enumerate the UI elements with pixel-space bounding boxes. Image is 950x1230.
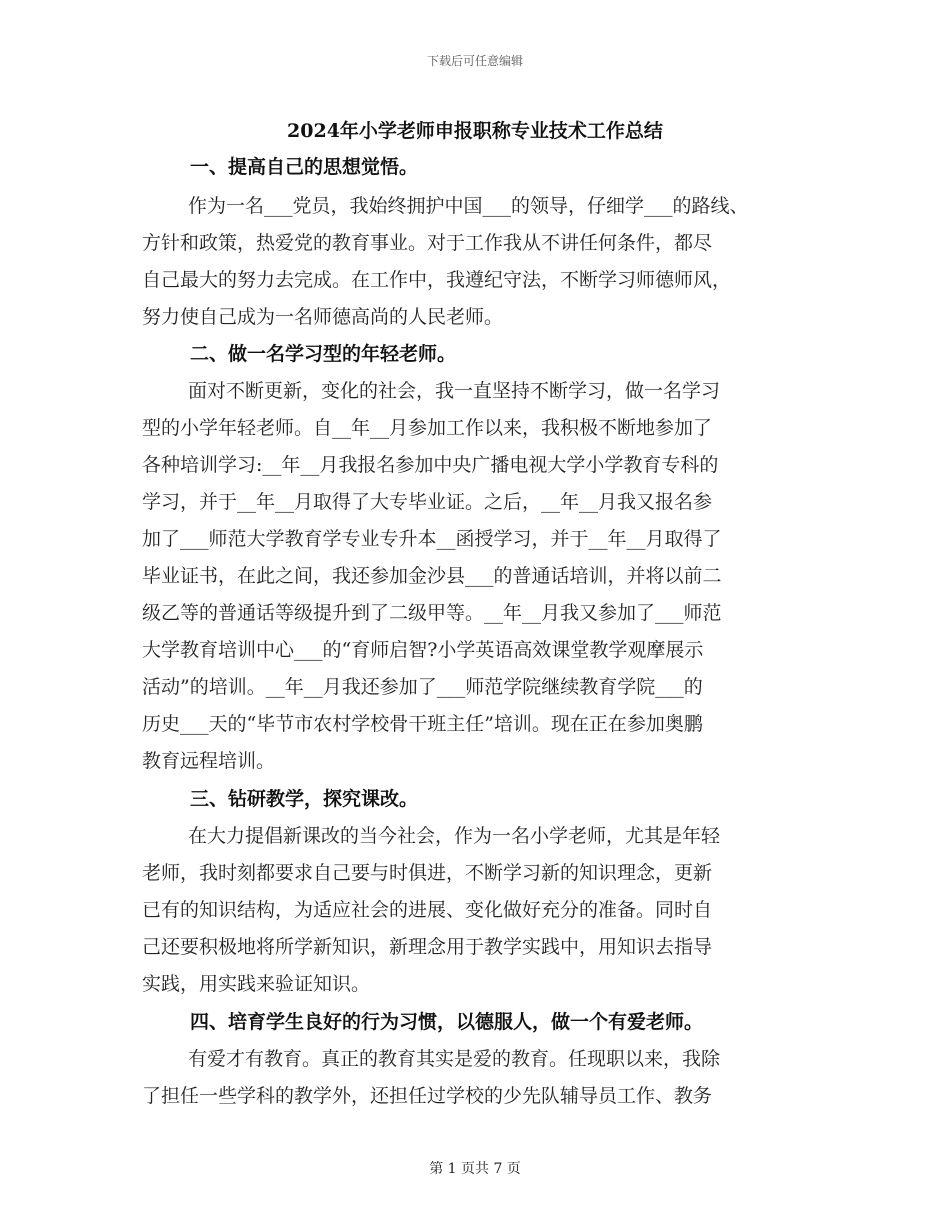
paragraph-line: 方针和政策，热爱党的教育事业。对于工作我从不讲任何条件，都尽 bbox=[142, 232, 713, 254]
paragraph-line: 自己最大的努力去完成。在工作中，我遵纪守法，不断学习师德师风， bbox=[142, 269, 732, 291]
page-number: 第 1 页共 7 页 bbox=[429, 1161, 521, 1177]
paragraph-line: 己还要积极地将所学新知识，新理念用于教学实践中，用知识去指导 bbox=[142, 936, 713, 958]
document-title: 2024年小学老师申报职称专业技术工作总结 bbox=[287, 120, 663, 142]
section-heading: 二、做一名学习型的年轻老师。 bbox=[190, 343, 457, 365]
section-heading: 三、钻研教学，探究课改。 bbox=[190, 788, 419, 810]
paragraph-line: 毕业证书，在此之间，我还参加金沙县___的普通话培训，并将以前二 bbox=[142, 565, 722, 587]
paragraph-line: 型的小学年轻老师。自__年__月参加工作以来，我积极不断地参加了 bbox=[142, 417, 713, 439]
paragraph-line: 作为一名___党员，我始终拥护中国___的领导，仔细学___的路线、 bbox=[188, 195, 749, 217]
paragraph-line: 大学教育培训中心___的“育师启智?小学英语高效课堂教学观摩展示 bbox=[142, 639, 704, 661]
section-heading: 四、培育学生良好的行为习惯，以德服人，做一个有爱老师。 bbox=[190, 1011, 704, 1033]
paragraph-line: 老师，我时刻都要求自己要与时俱进，不断学习新的知识理念，更新 bbox=[142, 862, 713, 884]
page-header-note: 下载后可任意编辑 bbox=[426, 54, 523, 68]
paragraph-line: 历史___天的“毕节市农村学校骨干班主任”培训。现在正在参加奥鹏 bbox=[142, 713, 703, 735]
paragraph-line: 已有的知识结构，为适应社会的进展、变化做好充分的准备。同时自 bbox=[142, 899, 713, 921]
paragraph-line: 加了___师范大学教育学专业专升本__函授学习，并于__年__月取得了 bbox=[142, 528, 722, 550]
paragraph-line: 努力使自己成为一名师德高尚的人民老师。 bbox=[142, 306, 504, 328]
paragraph-line: 在大力提倡新课改的当今社会，作为一名小学老师，尤其是年轻 bbox=[188, 825, 721, 847]
paragraph-line: 学习，并于__年__月取得了大专毕业证。之后，__年__月我又报名参 bbox=[142, 491, 713, 513]
paragraph-line: 了担任一些学科的教学外，还担任过学校的少先队辅导员工作、教务 bbox=[142, 1085, 713, 1107]
paragraph-line: 级乙等的普通话等级提升到了二级甲等。__年__月我又参加了___师范 bbox=[142, 602, 722, 624]
paragraph-line: 活动”的培训。__年__月我还参加了___师范学院继续教育学院___的 bbox=[142, 676, 703, 698]
paragraph-line: 有爱才有教育。真正的教育其实是爱的教育。任现职以来，我除 bbox=[188, 1048, 721, 1070]
section-heading: 一、提高自己的思想觉悟。 bbox=[190, 156, 419, 178]
paragraph-line: 面对不断更新，变化的社会，我一直坚持不断学习，做一名学习 bbox=[188, 380, 721, 402]
paragraph-line: 实践，用实践来验证知识。 bbox=[142, 973, 371, 995]
paragraph-line: 教育远程培训。 bbox=[142, 750, 276, 772]
paragraph-line: 各种培训学习:__年__月我报名参加中央广播电视大学小学教育专科的 bbox=[142, 454, 719, 476]
